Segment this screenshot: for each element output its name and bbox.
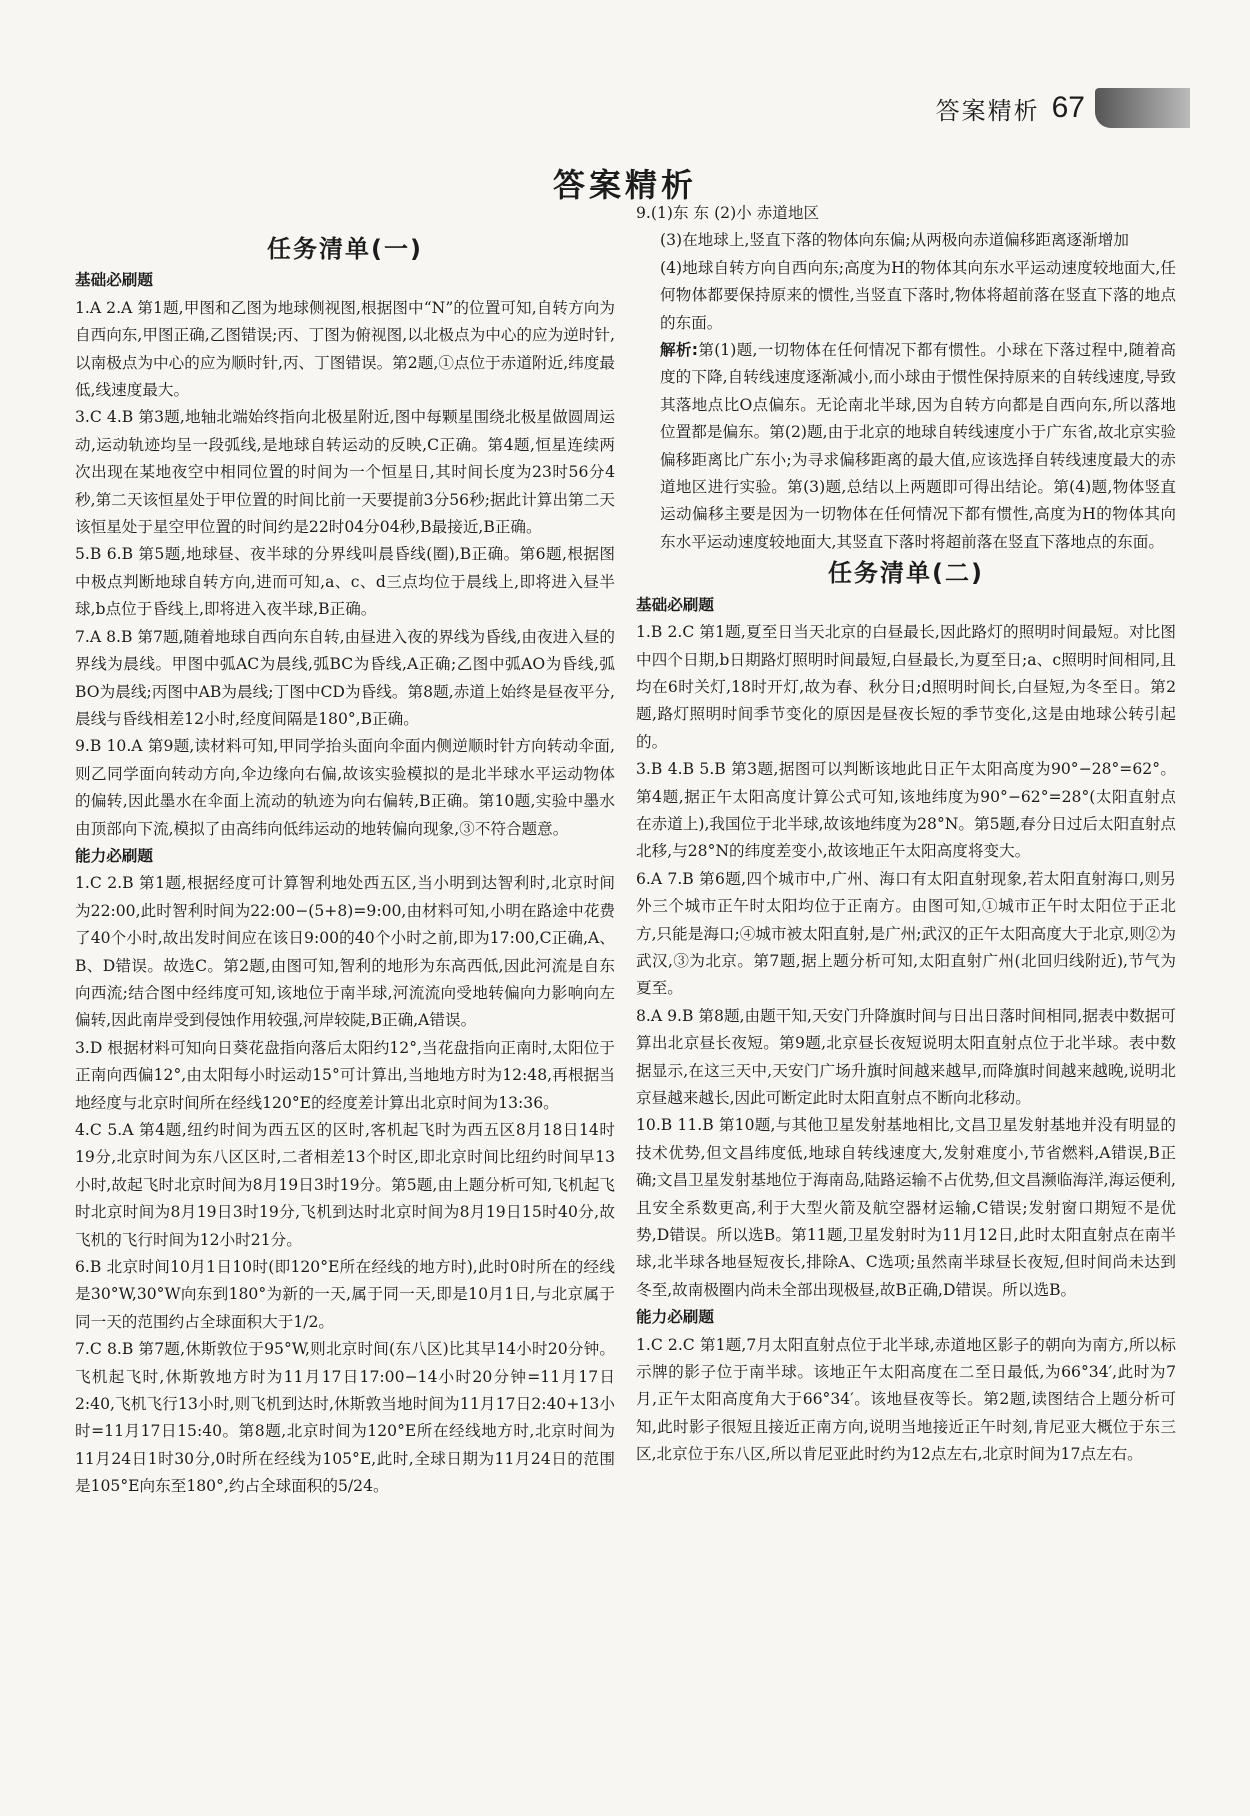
answer-paragraph: (3)在地球上,竖直下落的物体向东偏;从两极向赤道偏移距离逐渐增加	[660, 231, 1129, 250]
answer-paragraph: 5.B 6.B 第5题,地球昼、夜半球的分界线叫晨昏线(圈),B正确。第6题,根据图中极点判断地球自转方向,进而可知,a、c、d三点均位于晨线上,即将进入昼半球,b点位于昏线上,即将进入夜半球,B正确。	[75, 545, 615, 619]
section-heading-2: 任务清单(二)	[828, 559, 984, 588]
answer-paragraph: 1.C 2.B 第1题,根据经度可计算智利地处西五区,当小明到达智利时,北京时间为22:00,此时智利时间为22:00−(5+8)=9:00,由材料可知,小明在路途中花费了40个小时,故出发时间应在该日9:00的40个小时之前,即为17:00,C正确,A、B、D错误。故选C。第2题,由图可知,智利的地形为东高西低,因此河流是自东向西流;结合图中经纬度可知,该地位于南半球,河流流向受地转偏向力影响向左偏转,因此南岸受到侵蚀作用较强,河岸较陡,B正确,A错误。	[75, 874, 615, 1030]
answer-paragraph: 3.C 4.B 第3题,地轴北端始终指向北极星附近,图中每颗星围绕北极星做圆周运动,运动轨迹均呈一段弧线,是地球自转运动的反映,C正确。第4题,恒星连续两次出现在某地夜空中相同位置的时间为一个恒星日,其时间长度为23时56分4秒,第二天该恒星处于甲位置的时间比前一天要提前3分56秒;据此计算出第二天该恒星处于星空甲位置的时间约是22时04分04秒,B最接近,B正确。	[75, 408, 615, 537]
left-column	[75, 232, 615, 1501]
answer-paragraph: 3.B 4.B 5.B 第3题,据图可以判断该地此日正午太阳高度为90°−28°=62°。第4题,据正午太阳高度计算公式可知,该地纬度为90°−62°=28°(太阳直射点在赤道上),我国位于北半球,故该地纬度为28°N。第5题,春分日过后太阳直射点北移,与28°N的纬度差变小,故该地正午太阳高度将变大。	[636, 760, 1176, 861]
answer-paragraph: 6.B 北京时间10月1日10时(即120°E所在经线的地方时),此时0时所在的经线是30°W,30°W向东到180°为新的一天,属于同一天,即是10月1日,与北京属于同一天的范围约占全球面积大于1/2。	[75, 1258, 615, 1331]
header-title: 答案精析	[935, 96, 1040, 125]
answer-paragraph: 7.A 8.B 第7题,随着地球自西向东自转,由昼进入夜的界线为昏线,由夜进入昼的界线为晨线。甲图中弧AC为晨线,弧BC为昏线,A正确;乙图中弧AO为昏线,弧BO为晨线;丙图中AB为晨线;丁图中CD为昏线。第8题,赤道上始终是昼夜平分,晨线与昏线相差12小时,经度间隔是180°,B正确。	[75, 627, 615, 728]
answer-paragraph: 9.(1)东 东 (2)小 赤道地区	[636, 204, 820, 222]
answer-paragraph: 1.B 2.C 第1题,夏至日当天北京的白昼最长,因此路灯的照明时间最短。对比图中四个日期,b日期路灯照明时间最短,白昼最长,为夏至日;a、c照明时间相同,且均在6时关灯,18时开灯,故为春、秋分日;d照明时间长,白昼短,为冬至日。第2题,路灯照明时间季节变化的原因是昼夜长短的季节变化,这是由地球公转引起的。	[636, 623, 1177, 751]
subheading-basic: 基础必刷题	[75, 271, 153, 290]
section-heading-1: 任务清单(一)	[267, 235, 423, 263]
subheading-ability: 能力必刷题	[75, 846, 153, 865]
answer-paragraph: 8.A 9.B 第8题,由题干知,天安门升降旗时间与日出日落时间相同,据表中数据可算出北京昼长夜短。第9题,北京昼长夜短说明太阳直射点位于北半球。表中数据显示,在这三天中,天安门广场升旗时间越来越早,而降旗时间越来越晚,说明北京昼越来越长,因此可断定此时太阳直射点不断向北移动。	[636, 1006, 1176, 1107]
answer-paragraph: (4)地球自转方向自西向东;高度为H的物体其向东水平运动速度较地面大,任何物体都要保持原来的惯性,当竖直下落时,物体将超前落在竖直下落的地点的东面。	[660, 258, 1176, 332]
subheading-basic: 基础必刷题	[636, 595, 714, 614]
subheading-ability: 能力必刷题	[636, 1308, 714, 1327]
analysis-paragraph	[636, 337, 1176, 556]
analysis-label: 解析:	[660, 341, 699, 360]
header-decoration	[1095, 88, 1190, 128]
document-title: 答案精析	[552, 166, 697, 204]
answer-paragraph: 10.B 11.B 第10题,与其他卫星发射基地相比,文昌卫星发射基地并没有明显的技术优势,但文昌纬度低,地球自转线速度大,发射难度小,节省燃料,A错误,B正确;文昌卫星发射基地位于海南岛,陆路运输不占优势,但文昌濒临海洋,海运便利,且安全系数更高,利于大型火箭及航空器材运输,C错误;发射窗口期短不是优势,D错误。所以选B。第11题,卫星发射时为11月12日,此时太阳直射点在南半球,北半球各地昼短夜长,排除A、C选项;虽然南半球昼长夜短,但时间尚未达到冬至,故南极圈内尚未全部出现极昼,故B正确,D错误。所以选B。	[636, 1116, 1176, 1299]
answer-paragraph: 7.C 8.B 第7题,休斯敦位于95°W,则北京时间(东八区)比其早14小时20分钟。飞机起飞时,休斯敦地方时为11月17日17:00−14小时20分钟=11月17日2:40,飞机飞行13小时,则飞机到达时,休斯敦当地时间为11月17日2:40+13小时=11月17日15:40。第8题,北京时间为120°E所在经线地方时,北京时间为11月24日1时30分,0时所在经线为105°E,此时,全球日期为11月24日的范围是105°E向东至180°,约占全球面积的5/24。	[75, 1340, 615, 1496]
page-number: 67	[1051, 91, 1085, 124]
answer-paragraph: 4.C 5.A 第4题,纽约时间为西五区的区时,客机起飞时为西五区8月18日14时19分,北京时间为东八区区时,二者相差13个时区,即北京时间比纽约时间早13小时,故起飞时北京时间为8月19日3时19分。第5题,由上题分析可知,飞机起飞时北京时间为8月19日3时19分,飞机到达时北京时间为8月19日15时40分,故飞机的飞行时间为12小时21分。	[75, 1121, 615, 1249]
answer-paragraph: 6.A 7.B 第6题,四个城市中,广州、海口有太阳直射现象,若太阳直射海口,则另外三个城市正午时太阳均位于正南方。由图可知,①城市正午时太阳位于正北方,只能是海口;④城市被太阳直射,是广州;武汉的正午太阳高度大于北京,则②为武汉,③为北京。第7题,据上题分析可知,太阳直射广州(北回归线附近),节气为夏至。	[636, 869, 1176, 998]
right-column	[636, 200, 1176, 1469]
answer-paragraph: 1.C 2.C 第1题,7月太阳直射点位于北半球,赤道地区影子的朝向为南方,所以标示牌的影子位于南半球。该地正午太阳高度在二至日最低,为66°34′,此时为7月,正午太阳高度角大于66°34′。该地昼夜等长。第2题,读图结合上题分析可知,此时影子很短且接近正南方向,说明当地接近正午时刻,肯尼亚大概位于东三区,北京位于东八区,所以肯尼亚此时约为12点左右,北京时间为17点左右。	[636, 1335, 1176, 1464]
answer-paragraph: 3.D 根据材料可知向日葵花盘指向落后太阳约12°,当花盘指向正南时,太阳位于正南向西偏12°,由太阳每小时运动15°可计算出,当地地方时为12:48,再根据当地经度与北京时间所在经线120°E的经度差计算出北京时间为13:36。	[75, 1038, 615, 1112]
answer-paragraph: 1.A 2.A 第1题,甲图和乙图为地球侧视图,根据图中“N”的位置可知,自转方向为自西向东,甲图正确,乙图错误;丙、丁图为俯视图,以北极点为中心的应为逆时针,以南极点为中心的应为顺时针,丙、丁图错误。第2题,①点位于赤道附近,纬度最低,线速度最大。	[75, 298, 615, 400]
page-header	[936, 88, 1190, 128]
analysis-text: 第(1)题,一切物体在任何情况下都有惯性。小球在下落过程中,随着高度的下降,自转线速度逐渐减小,而小球由于惯性保持原来的自转线速度,导致其落地点比O点偏东。无论南北半球,因为自转方向都是自西向东,所以落地位置都是偏东。第(2)题,由于北京的地球自转线速度小于广东省,故北京实验偏移距离比广东小;为寻求偏移距离的最大值,应该选择自转线速度最大的赤道地区进行实验。第(3)题,总结以上两题即可得出结论。第(4)题,物体竖直运动偏移主要是因为一切物体在任何情况下都有惯性,高度为H的物体其向东水平运动速度较地面大,其竖直下落时将超前落在竖直下落地点的东面。	[660, 341, 1176, 551]
answer-paragraph: 9.B 10.A 第9题,读材料可知,甲同学抬头面向伞面内侧逆顺时针方向转动伞面,则乙同学面向转动方向,伞边缘向右偏,故该实验模拟的是北半球水平运动物体的偏转,因此墨水在伞面上流动的轨迹为向右偏转,B正确。第10题,实验中墨水由顶部向下流,模拟了由高纬向低纬运动的地转偏向现象,③不符合题意。	[75, 737, 615, 838]
